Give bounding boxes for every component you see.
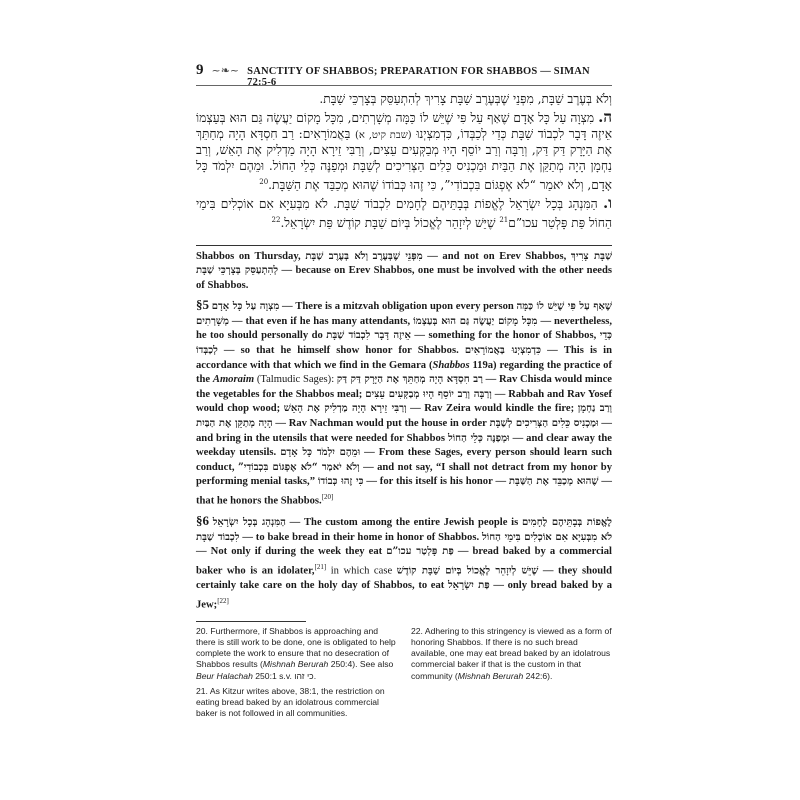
footnote-ref-21: 21 xyxy=(499,215,509,224)
section-5-mark: ה. xyxy=(598,107,613,126)
ornament-icon: ~❧~ xyxy=(211,64,240,77)
footnote-ref-20-en: [20] xyxy=(321,493,334,501)
english-paragraph-5: §5 מִצְוָה עַל כָּל אָדָם — There is a mitzvah obligation upon every person שֶׁאַף עַל פִּי שֶׁיֵּשׁ לוֹ כַּמָּה מְשָׁרְתִים — that even if he has many attendants, מִכָּל מָקוֹם יַעֲשֶׂה גַּם הוּא בְּעַצְמוֹ — nevertheless, he too should personally do אֵיזֶה דָּבָר לִכְבוֹד שַׁבָּת — something for the honor of Shabbos, כְּדֵי לְכַבְּדוֹ — so that he himself show honor for Shabbos. כִּדְמִצְיְנוּ בַּאֲמוֹרָאִים — This is in accordance with that which we find in the Gemara (Shabbos 119a) regarding the practice of the Amoraim (Talmudic Sages): רַב חִסְדָּא הָיָה מְחַתֵּךְ אֶת הַיָּרָק דַּק דַּק — Rav Chisda would mince the vegetables for the Shabbos meal; וְרַבָּה וְרַב יוֹסֵף הָיוּ מְבַקְּעִים עֵצִים — Rabbah and Rav Yosef would chop wood; וְרַבִּי זֵירָא הָיָה מַדְלִיק אֶת הָאֵשׁ — Rav Zeira would kindle the fire; וְרַב נַחְמָן הָיָה מְתַקֵּן אֶת הַבַּיִת — Rav Nachman would put the house in order וּמַכְנִיס כֵּלִים הַצְּרִיכִים לְשַׁבָּת — and bring in the utensils that were needed for Shabbos וּמְפַנֶּה כְּלֵי הַחוֹל — and clear away the weekday utensils. וּמֵהֶם יִלְמֹד כָּל אָדָם — From these Sages, every person should learn such conduct, וְלֹא יֹאמַר “לֹא אֶפְגּוֹם בִּכְבוֹדִי” — and not say, “I shall not detract from my honor by performing menial tasks,” כִּי זֶהוּ כְּבוֹדוֹ — for this itself is his honor — שֶׁהוּא מְכַבֵּד אֶת הַשַּׁבָּת — that he honors the Shabbos.[20] xyxy=(196,297,613,507)
source-reference: (שבת קיט, א) xyxy=(354,129,412,141)
english-translation xyxy=(196,250,612,613)
footnote-ref-22: 22 xyxy=(271,215,281,224)
footnote-20: 20. Furthermore, if Shabbos is approaching and there is still work to be done, one is obligated to help complete the work to ensure that no desecration of Shabbos results (Mishnah Berurah 250:4). See also Beur Halachah 250:1 s.v. כי זהו. xyxy=(196,625,396,681)
footnotes-column-left xyxy=(196,626,397,724)
hebrew-section-6: ו. הַמִּנְהָג בְּכָל יִשְׂרָאֵל לֶאֱפוֹת בְּבָתֵּיהֶם לֶחָמִים לִכְבוֹד שַׁבָּת. לֹא מִבְּעִיָא אִם אוֹכְלִים בִּימֵי הַחוֹל פַּת פָּלְטַר עכו”ם$^{21}$ שֶׁיֵּשׁ לְיִזָהֵר לֶאֱכוֹל בְּיוֹם שַׁבָּת קוֹדֶשׁ פַּת יִשְׂרָאֵל.$^{22}$ xyxy=(196,193,612,230)
hebrew-section-5: ה. מִצְוָה עַל כָּל אָדָם שֶׁאַף עַל פִּי שֶׁיֵּשׁ לוֹ כַּמָּה מְשָׁרְתִים, מִכָּל מָקוֹם יַעֲשֶׂה גַּם הוּא בְּעַצְמוֹ אֵיזֶה דָּבָר לִכְבוֹד שַׁבָּת כְּדֵי לְכַבְּדוֹ, כִּדְמִצְיְנוּ (שבת קיט, א) בַּאֲמוֹרָאִים: רַב חִסְדָּא הָיָה מְחַתֵּךְ אֶת הַיָּרָק דַּק דַּק, וְרַבָּה וְרַב יוֹסֵף הָיוּ מְבַקְּעִים עֵצִים, וְרַבִּי זֵירָא הָיָה מַדְלִיק אֶת הָאֵשׁ, וְרַב נַחְמָן הָיָה מְתַקֵּן אֶת הַבַּיִת וּמַכְנִיס כֵּלִים הַצְּרִיכִים לְשַׁבָּת וּמְפַנֶּה כְּלֵי הַחוֹל. וּמֵהֶם יִלְמֹד כָּל אָדָם, וְלֹא יֹאמַר “לֹא אֶפְגּוֹם בִּכְבוֹדִי”, כִּי זֶהוּ כְּבוֹדוֹ שֶׁהוּא מְכַבֵּד אֶת הַשַּׁבָּת.$^{20}$ xyxy=(196,107,613,193)
footnote-ref-22-en: [22] xyxy=(217,596,229,605)
hebrew-line-0: וְלֹא בְּעֶרֶב שַׁבָּת, מִפְּנֵי שֶׁבְּעֶרֶב שַׁבָּת צָרִיךְ לְהִתְעַסֵּק בְּצָרְכֵּי שַׁבָּת. xyxy=(319,92,612,106)
page-number: 9 xyxy=(196,62,204,78)
section-5-marker: §5 xyxy=(196,297,209,313)
english-paragraph-6: §6 הַמִּנְהָג בְּכָל יִשְׂרָאֵל — The custom among the entire Jewish people is לֶאֱפוֹת בְּבָתֵּיהֶם לֶחָמִים לִכְבוֹד שַׁבָּת — to bake bread in their home in honor of Shabbos. לֹא מִבְּעִיָא אִם אוֹכְלִים בִּימֵי הַחוֹל — Not only if during the week they eat פַּת פָּלְטַר עכו”ם — bread baked by a commercial baker who is an idolater,[21] in which case שֶׁיֵּשׁ לְיִזָהֵר לֶאֱכוֹל בְּיוֹם שַׁבָּת קוֹדֶשׁ — they should certainly take care on the holy day of Shabbos, to eat פַּת יִשְׂרָאֵל — only bread baked by a Jew;[22] xyxy=(196,513,613,611)
footnotes-column-right xyxy=(411,626,612,724)
footnote-ref-21-en: [21] xyxy=(314,562,327,571)
hebrew-text-block xyxy=(196,92,612,232)
footnote-21: 21. As Kitzur writes above, 38:1, the restriction on eating bread baked by an idolatrous commercial baker is not followed in all communities. xyxy=(196,685,385,719)
english-paragraph-1: Shabbos on Thursday, מִפְּנֵי שֶׁבְּעֶרֶב וְלֹא בְּעֶרֶב שַׁבָּת — and not on Erev Shabbos, שַׁבָּת צָרִיךְ לְהִתְעַסֵּק בְּצָרְכֵּי שַׁבָּת — because on Erev Shabbos, one must be involved with the other needs of Shabbos. xyxy=(196,250,613,291)
running-title: SANCTITY OF SHABBOS; PREPARATION FOR SHABBOS — SIMAN 72:5-6 xyxy=(247,66,590,88)
footnote-rule xyxy=(196,621,306,622)
section-divider xyxy=(196,245,612,246)
footnote-ref-20: 20 xyxy=(259,177,269,186)
running-header xyxy=(196,62,612,86)
section-6-marker: §6 xyxy=(196,513,209,529)
section-6-mark: ו. xyxy=(602,193,612,212)
book-page xyxy=(196,62,612,782)
footnotes xyxy=(196,626,612,724)
footnote-22: 22. Adhering to this stringency is viewed as a form of honoring Shabbos. If there is no such bread available, one may eat bread baked by an idolatrous commercial baker if that is the custom in that community (Mishnah Berurah 242:6). xyxy=(411,625,612,681)
